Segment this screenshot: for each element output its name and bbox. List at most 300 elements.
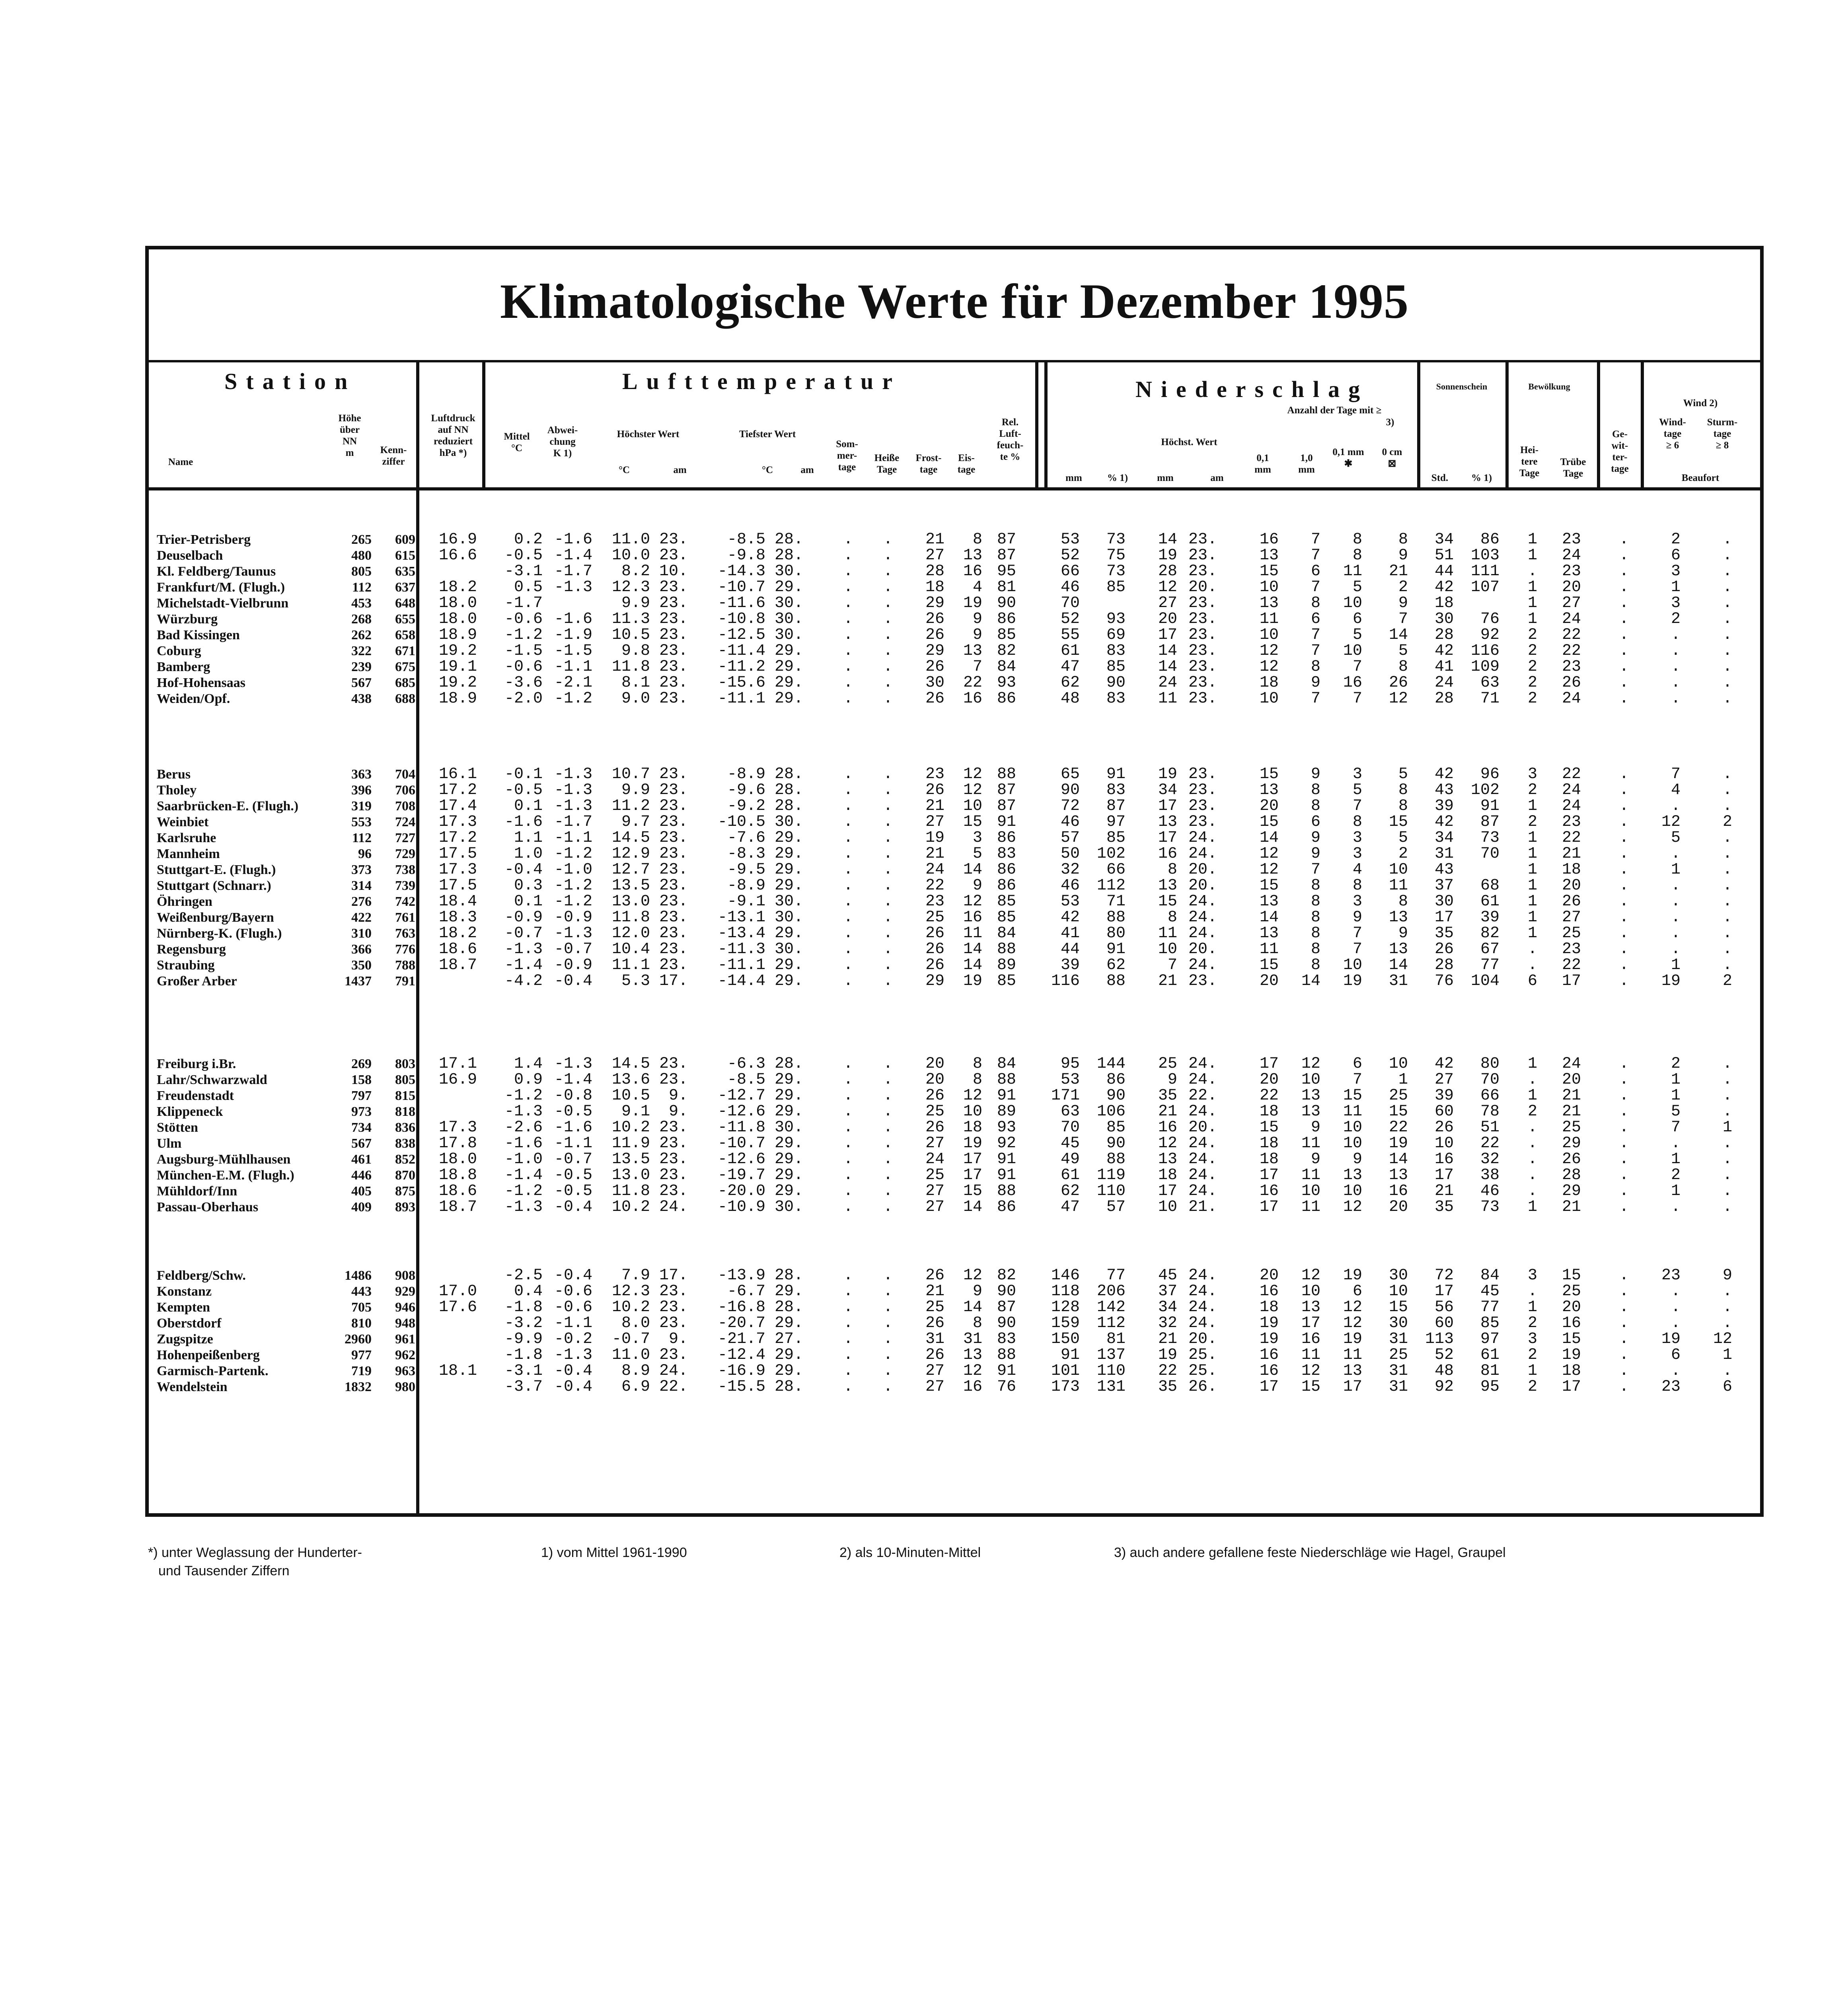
frosttage: 27 xyxy=(925,1198,944,1216)
sonne-std: 39 xyxy=(1434,1087,1454,1105)
sturmtage: . xyxy=(1722,829,1732,847)
tage-schneedecke: 25 xyxy=(1388,1346,1408,1364)
tage-schneedecke: 21 xyxy=(1388,562,1408,580)
sonne-pct xyxy=(1456,596,1499,611)
tage-schnee: 7 xyxy=(1352,924,1362,942)
sonne-pct: 77 xyxy=(1480,1298,1499,1316)
nied-pct: 83 xyxy=(1106,781,1126,799)
windtage: . xyxy=(1671,1298,1681,1316)
truebe-tage: 21 xyxy=(1562,1198,1581,1216)
station-kennziffer: 727 xyxy=(395,831,415,845)
sonne-std: 26 xyxy=(1434,940,1454,958)
gewittertage: . xyxy=(1619,893,1629,911)
heisse-tage: . xyxy=(883,562,893,580)
sturmtage: . xyxy=(1722,845,1732,863)
truebe-tage: 17 xyxy=(1562,972,1581,990)
temp-mittel: -1.8 xyxy=(504,1298,543,1316)
luftdruck: 18.1 xyxy=(438,1362,477,1380)
nied-mm: 32 xyxy=(1060,861,1080,879)
temp-abweichung: -1.3 xyxy=(554,924,592,942)
tage-schneedecke: 5 xyxy=(1398,642,1408,660)
rel-feuchte: 88 xyxy=(997,1071,1016,1089)
temp-min: -11.3 xyxy=(717,940,765,958)
rel-feuchte: 92 xyxy=(997,1135,1016,1152)
divider-temp-end xyxy=(1035,360,1038,490)
station-name: Hof-Hohensaas xyxy=(157,675,245,690)
frosttage: 26 xyxy=(925,781,944,799)
tage-0-1: 13 xyxy=(1259,547,1279,564)
temp-mittel: 1.0 xyxy=(514,845,543,863)
heisse-tage: . xyxy=(883,1198,893,1216)
nied-pct: 88 xyxy=(1106,1150,1126,1168)
station-kennziffer: 688 xyxy=(395,691,415,706)
temp-min: -9.1 xyxy=(727,893,765,911)
truebe-tage: 21 xyxy=(1562,1087,1581,1105)
windtage: 5 xyxy=(1671,1103,1681,1121)
eistage: 10 xyxy=(963,1103,982,1121)
gewittertage: . xyxy=(1619,924,1629,942)
nied-pct: 93 xyxy=(1106,610,1126,628)
header-beaufort: Beaufort xyxy=(1681,473,1719,483)
nied-max: 20 xyxy=(1158,610,1177,628)
windtage: . xyxy=(1671,1283,1681,1300)
temp-mittel: -1.2 xyxy=(504,1182,543,1200)
tage-1-0: 9 xyxy=(1311,829,1320,847)
eistage: 16 xyxy=(963,690,982,708)
temp-mittel: -1.3 xyxy=(504,1198,543,1216)
tage-schneedecke: 31 xyxy=(1388,972,1408,990)
sommertage: . xyxy=(843,578,853,596)
nied-pct: 57 xyxy=(1106,1198,1126,1216)
luftdruck: 19.2 xyxy=(438,674,477,692)
gewittertage: . xyxy=(1619,813,1629,831)
station-name: Saarbrücken-E. (Flugh.) xyxy=(157,799,299,814)
tage-0-1: 16 xyxy=(1259,531,1279,549)
sommertage: . xyxy=(843,765,853,783)
gewittertage: . xyxy=(1619,1087,1629,1105)
temp-min: -16.9 xyxy=(717,1362,765,1380)
station-name: Tholey xyxy=(157,783,197,798)
frosttage: 21 xyxy=(925,797,944,815)
rel-feuchte: 87 xyxy=(997,781,1016,799)
temp-min: -13.4 xyxy=(717,924,765,942)
temp-mittel: -0.7 xyxy=(504,924,543,942)
temp-max-am: 23. xyxy=(659,610,688,628)
tage-schneedecke: 20 xyxy=(1388,1198,1408,1216)
nied-max: 13 xyxy=(1158,1150,1177,1168)
eistage: 22 xyxy=(963,674,982,692)
temp-mittel: -9.9 xyxy=(504,1330,543,1348)
station-name: Feldberg/Schw. xyxy=(157,1268,246,1283)
sonne-std: 17 xyxy=(1434,1166,1454,1184)
temp-max-am: 23. xyxy=(659,1135,688,1152)
frosttage: 23 xyxy=(925,893,944,911)
temp-min-am: 28. xyxy=(774,765,803,783)
tage-0-1: 16 xyxy=(1259,1182,1279,1200)
nied-mm: 57 xyxy=(1060,829,1080,847)
tage-1-0: 10 xyxy=(1301,1182,1320,1200)
eistage: 12 xyxy=(963,1362,982,1380)
eistage: 15 xyxy=(963,813,982,831)
heisse-tage: . xyxy=(883,1182,893,1200)
windtage: . xyxy=(1671,797,1681,815)
sturmtage: . xyxy=(1722,642,1732,660)
tage-schnee: 3 xyxy=(1352,829,1362,847)
station-hoehe: 96 xyxy=(358,847,372,861)
luftdruck: 18.0 xyxy=(438,594,477,612)
rel-feuchte: 86 xyxy=(997,829,1016,847)
sonne-pct: 66 xyxy=(1480,1087,1499,1105)
station-hoehe: 350 xyxy=(351,958,372,973)
temp-mittel: -3.2 xyxy=(504,1314,543,1332)
temp-mittel: -1.2 xyxy=(504,626,543,644)
nied-max-am: 20. xyxy=(1188,578,1217,596)
heisse-tage: . xyxy=(883,893,893,911)
heisse-tage: . xyxy=(883,1362,893,1380)
temp-max: 13.5 xyxy=(611,877,650,895)
nied-max: 37 xyxy=(1158,1283,1177,1300)
station-hoehe: 112 xyxy=(352,580,372,595)
tage-schneedecke: 22 xyxy=(1388,1119,1408,1137)
sommertage: . xyxy=(843,658,853,676)
windtage: 7 xyxy=(1671,1119,1681,1137)
tage-schnee: 15 xyxy=(1343,1087,1362,1105)
tage-0-1: 15 xyxy=(1259,1119,1279,1137)
windtage: 1 xyxy=(1671,861,1681,879)
sturmtage: 1 xyxy=(1722,1119,1732,1137)
station-kennziffer: 852 xyxy=(395,1152,415,1167)
eistage: 17 xyxy=(963,1166,982,1184)
header-sommertage: Som- mer- tage xyxy=(836,439,858,473)
windtage: . xyxy=(1671,658,1681,676)
tage-0-1: 10 xyxy=(1259,626,1279,644)
temp-abweichung: -1.2 xyxy=(554,845,592,863)
tage-1-0: 13 xyxy=(1301,1087,1320,1105)
divider-nied-end xyxy=(1417,360,1420,490)
temp-min: -15.5 xyxy=(717,1378,765,1396)
eistage: 10 xyxy=(963,797,982,815)
station-name: Bad Kissingen xyxy=(157,628,240,642)
heisse-tage: . xyxy=(883,845,893,863)
tage-schnee: 7 xyxy=(1352,690,1362,708)
station-kennziffer: 893 xyxy=(395,1200,415,1214)
luftdruck xyxy=(427,564,477,580)
header-t0cm-snow: 0 cm ⊠ xyxy=(1382,447,1402,469)
tage-1-0: 11 xyxy=(1301,1166,1320,1184)
nied-mm: 44 xyxy=(1060,940,1080,958)
gewittertage: . xyxy=(1619,940,1629,958)
temp-min-am: 29. xyxy=(774,674,803,692)
temp-min-am: 28. xyxy=(774,547,803,564)
divider-sonne-end xyxy=(1505,360,1509,490)
station-name: Freudenstadt xyxy=(157,1088,234,1103)
temp-max: 10.5 xyxy=(611,626,650,644)
temp-mittel: -1.4 xyxy=(504,956,543,974)
gewittertage: . xyxy=(1619,1346,1629,1364)
frosttage: 21 xyxy=(925,845,944,863)
station-name: Großer Arber xyxy=(157,974,237,989)
nied-pct: 83 xyxy=(1106,690,1126,708)
sonne-std: 21 xyxy=(1434,1182,1454,1200)
station-name: Berus xyxy=(157,767,191,782)
heitere-tage: 1 xyxy=(1527,1362,1537,1380)
gewittertage: . xyxy=(1619,690,1629,708)
heitere-tage: 1 xyxy=(1527,1198,1537,1216)
heisse-tage: . xyxy=(883,781,893,799)
nied-max-am: 23. xyxy=(1188,765,1217,783)
heitere-tage: . xyxy=(1527,1283,1537,1300)
sturmtage: . xyxy=(1722,1362,1732,1380)
station-name: Stuttgart-E. (Flugh.) xyxy=(157,862,276,877)
temp-mittel: 0.9 xyxy=(514,1071,543,1089)
gewittertage: . xyxy=(1619,562,1629,580)
sonne-pct: 73 xyxy=(1480,829,1499,847)
eistage: 16 xyxy=(963,562,982,580)
tage-1-0: 8 xyxy=(1311,594,1320,612)
temp-max: 13.0 xyxy=(611,1166,650,1184)
header-mittel: Mittel °C xyxy=(504,431,530,453)
sturmtage: . xyxy=(1722,1198,1732,1216)
tage-schnee: 3 xyxy=(1352,893,1362,911)
sonne-pct: 46 xyxy=(1480,1182,1499,1200)
tage-1-0: 6 xyxy=(1311,610,1320,628)
heitere-tage: . xyxy=(1527,1071,1537,1089)
heisse-tage: . xyxy=(883,1283,893,1300)
temp-max-am: 23. xyxy=(659,547,688,564)
truebe-tage: 27 xyxy=(1562,594,1581,612)
footnote-2: 2) als 10-Minuten-Mittel xyxy=(839,1545,981,1560)
tage-schnee: 8 xyxy=(1352,547,1362,564)
header-heitere: Hei- tere Tage xyxy=(1519,445,1540,479)
sturmtage: . xyxy=(1722,674,1732,692)
temp-min: -10.5 xyxy=(717,813,765,831)
sturmtage: . xyxy=(1722,956,1732,974)
sommertage: . xyxy=(843,562,853,580)
eistage: 8 xyxy=(972,1314,982,1332)
tage-schnee: 17 xyxy=(1343,1378,1362,1396)
heitere-tage: 2 xyxy=(1527,1103,1537,1121)
temp-mittel: -2.0 xyxy=(504,690,543,708)
sturmtage: . xyxy=(1722,626,1732,644)
divider-station xyxy=(416,360,419,1517)
station-kennziffer: 803 xyxy=(395,1057,415,1071)
tage-1-0: 8 xyxy=(1311,956,1320,974)
nied-pct: 62 xyxy=(1106,956,1126,974)
tage-0-1: 15 xyxy=(1259,877,1279,895)
temp-mittel: -0.6 xyxy=(504,610,543,628)
temp-min: -12.7 xyxy=(717,1087,765,1105)
sturmtage: . xyxy=(1722,1182,1732,1200)
luftdruck xyxy=(427,1379,477,1395)
temp-max-am: 23. xyxy=(659,690,688,708)
station-kennziffer: 870 xyxy=(395,1168,415,1183)
station-hoehe: 276 xyxy=(351,894,372,909)
station-name: Ulm xyxy=(157,1136,182,1151)
footnote-3: 3) auch andere gefallene feste Niederschläge wie Hagel, Graupel xyxy=(1114,1545,1506,1560)
tage-schnee: 11 xyxy=(1343,1103,1362,1121)
gewittertage: . xyxy=(1619,909,1629,926)
station-hoehe: 810 xyxy=(351,1316,372,1331)
sonne-std: 34 xyxy=(1434,531,1454,549)
station-hoehe: 363 xyxy=(351,767,372,782)
truebe-tage: 15 xyxy=(1562,1330,1581,1348)
header-hoechster-am: am xyxy=(673,465,687,475)
sommertage: . xyxy=(843,1346,853,1364)
eistage: 12 xyxy=(963,781,982,799)
nied-mm: 47 xyxy=(1060,1198,1080,1216)
tage-1-0: 11 xyxy=(1301,1346,1320,1364)
luftdruck: 17.2 xyxy=(438,781,477,799)
heitere-tage: 1 xyxy=(1527,924,1537,942)
station-kennziffer: 729 xyxy=(395,847,415,861)
luftdruck: 17.0 xyxy=(438,1283,477,1300)
heitere-tage: 1 xyxy=(1527,909,1537,926)
luftdruck: 17.5 xyxy=(438,845,477,863)
sturmtage: . xyxy=(1722,1314,1732,1332)
luftdruck: 19.1 xyxy=(438,658,477,676)
sonne-std: 28 xyxy=(1434,956,1454,974)
heitere-tage: 2 xyxy=(1527,642,1537,660)
nied-mm: 53 xyxy=(1060,893,1080,911)
windtage: . xyxy=(1671,1135,1681,1152)
sonne-pct: 61 xyxy=(1480,1346,1499,1364)
tage-1-0: 15 xyxy=(1301,1378,1320,1396)
station-kennziffer: 980 xyxy=(395,1380,415,1394)
temp-mittel: 0.3 xyxy=(514,877,543,895)
nied-max: 25 xyxy=(1158,1055,1177,1073)
tage-1-0: 10 xyxy=(1301,1283,1320,1300)
temp-min: -11.8 xyxy=(717,1119,765,1137)
sommertage: . xyxy=(843,1362,853,1380)
tage-1-0: 7 xyxy=(1311,578,1320,596)
tage-schnee: 19 xyxy=(1343,972,1362,990)
tage-0-1: 10 xyxy=(1259,578,1279,596)
nied-mm: 159 xyxy=(1051,1314,1080,1332)
truebe-tage: 22 xyxy=(1562,956,1581,974)
nied-mm: 42 xyxy=(1060,909,1080,926)
station-name: Augsburg-Mühlhausen xyxy=(157,1152,291,1167)
sturmtage: . xyxy=(1722,690,1732,708)
sonne-std: 17 xyxy=(1434,1283,1454,1300)
luftdruck: 18.9 xyxy=(438,690,477,708)
temp-min-am: 29. xyxy=(774,690,803,708)
station-hoehe: 480 xyxy=(351,548,372,563)
sommertage: . xyxy=(843,547,853,564)
luftdruck: 17.4 xyxy=(438,797,477,815)
station-hoehe: 805 xyxy=(351,564,372,579)
nied-max: 17 xyxy=(1158,797,1177,815)
sonne-pct: 45 xyxy=(1480,1283,1499,1300)
rel-feuchte: 87 xyxy=(997,531,1016,549)
nied-pct: 73 xyxy=(1106,531,1126,549)
tage-schneedecke: 5 xyxy=(1398,765,1408,783)
windtage: 1 xyxy=(1671,1087,1681,1105)
nied-max-am: 20. xyxy=(1188,940,1217,958)
nied-max-am: 24. xyxy=(1188,1103,1217,1121)
station-hoehe: 1486 xyxy=(345,1268,372,1283)
sturmtage: . xyxy=(1722,940,1732,958)
heitere-tage: 2 xyxy=(1527,690,1537,708)
sonne-std: 56 xyxy=(1434,1298,1454,1316)
temp-abweichung: -1.7 xyxy=(554,562,592,580)
nied-max: 27 xyxy=(1158,594,1177,612)
temp-min: -10.7 xyxy=(717,578,765,596)
luftdruck: 18.0 xyxy=(438,610,477,628)
tage-0-1: 16 xyxy=(1259,1362,1279,1380)
tage-1-0: 13 xyxy=(1301,1103,1320,1121)
nied-max-am: 20. xyxy=(1188,877,1217,895)
station-kennziffer: 675 xyxy=(395,660,415,674)
heisse-tage: . xyxy=(883,861,893,879)
tage-0-1: 13 xyxy=(1259,781,1279,799)
tage-schnee: 10 xyxy=(1343,1182,1362,1200)
tage-1-0: 7 xyxy=(1311,690,1320,708)
nied-max: 19 xyxy=(1158,765,1177,783)
eistage: 13 xyxy=(963,1346,982,1364)
sturmtage: . xyxy=(1722,1166,1732,1184)
windtage: 2 xyxy=(1671,1166,1681,1184)
rel-feuchte: 86 xyxy=(997,690,1016,708)
tage-schneedecke: 30 xyxy=(1388,1314,1408,1332)
footnote-star xyxy=(148,1543,362,1580)
tage-1-0: 13 xyxy=(1301,1298,1320,1316)
tage-schneedecke: 25 xyxy=(1388,1087,1408,1105)
sonne-pct: 95 xyxy=(1480,1378,1499,1396)
frosttage: 27 xyxy=(925,1182,944,1200)
temp-mittel: -1.8 xyxy=(504,1346,543,1364)
sturmtage: 1 xyxy=(1722,1346,1732,1364)
tage-0-1: 10 xyxy=(1259,690,1279,708)
sommertage: . xyxy=(843,531,853,549)
rel-feuchte: 95 xyxy=(997,562,1016,580)
nied-pct: 91 xyxy=(1106,765,1126,783)
tage-0-1: 13 xyxy=(1259,924,1279,942)
temp-abweichung: -0.5 xyxy=(554,1166,592,1184)
temp-abweichung: -0.4 xyxy=(554,1267,592,1284)
sonne-pct: 32 xyxy=(1480,1150,1499,1168)
temp-min-am: 29. xyxy=(774,829,803,847)
tage-1-0: 17 xyxy=(1301,1314,1320,1332)
temp-min-am: 29. xyxy=(774,1103,803,1121)
nied-pct: 206 xyxy=(1096,1283,1126,1300)
temp-abweichung: -1.4 xyxy=(554,1071,592,1089)
tage-1-0: 9 xyxy=(1311,1150,1320,1168)
luftdruck: 18.7 xyxy=(438,956,477,974)
station-kennziffer: 742 xyxy=(395,894,415,909)
nied-mm: 46 xyxy=(1060,578,1080,596)
tage-1-0: 9 xyxy=(1311,765,1320,783)
truebe-tage: 27 xyxy=(1562,909,1581,926)
heitere-tage: . xyxy=(1527,1150,1537,1168)
sturmtage: 9 xyxy=(1722,1267,1732,1284)
frosttage: 21 xyxy=(925,531,944,549)
heitere-tage: 6 xyxy=(1527,972,1537,990)
sonne-pct: 81 xyxy=(1480,1362,1499,1380)
sonne-pct: 107 xyxy=(1470,578,1499,596)
tage-1-0: 9 xyxy=(1311,674,1320,692)
luftdruck: 17.5 xyxy=(438,877,477,895)
rel-feuchte: 88 xyxy=(997,940,1016,958)
gewittertage: . xyxy=(1619,1119,1629,1137)
station-name: Öhringen xyxy=(157,894,212,909)
tage-0-1: 14 xyxy=(1259,909,1279,926)
nied-max-am: 23. xyxy=(1188,674,1217,692)
station-kennziffer: 946 xyxy=(395,1300,415,1315)
temp-abweichung: -1.2 xyxy=(554,690,592,708)
heisse-tage: . xyxy=(883,924,893,942)
station-name: Lahr/Schwarzwald xyxy=(157,1072,267,1087)
rel-feuchte: 86 xyxy=(997,1198,1016,1216)
